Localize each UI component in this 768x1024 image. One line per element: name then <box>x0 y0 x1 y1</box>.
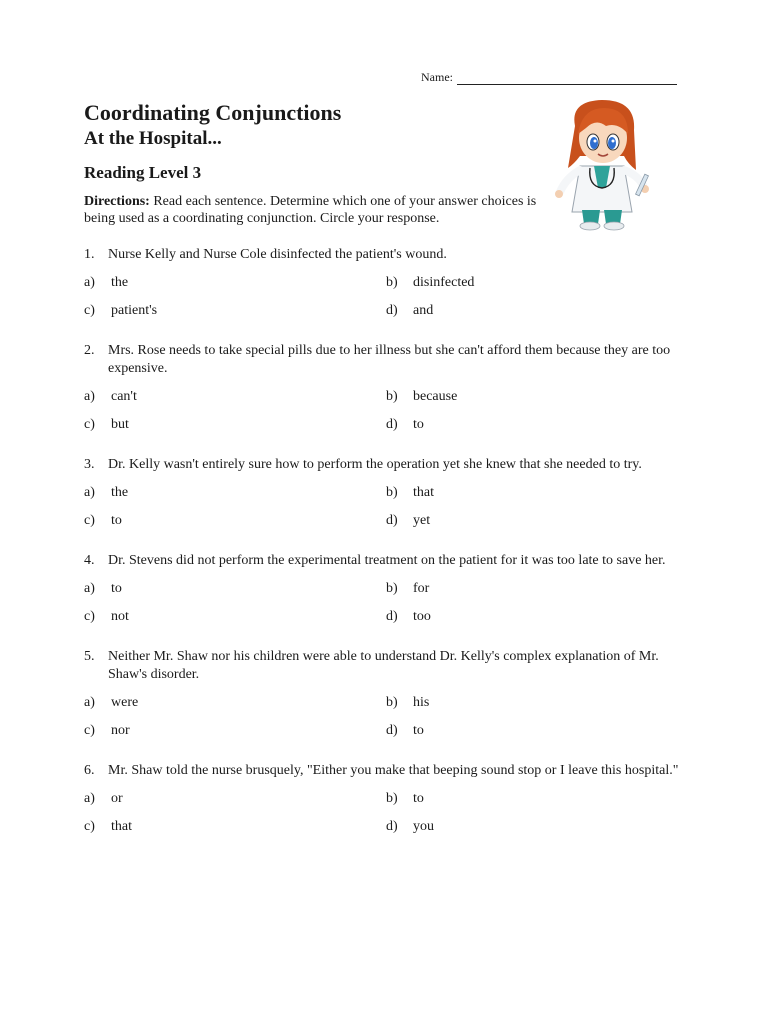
question-stem <box>84 246 684 264</box>
answer-choice[interactable] <box>386 416 684 434</box>
choice-letter: a) <box>84 389 95 404</box>
choice-letter: a) <box>84 695 95 710</box>
question-number: 6. <box>84 763 95 778</box>
answer-choice[interactable] <box>84 416 386 434</box>
choice-letter: b) <box>386 275 398 290</box>
question-stem <box>84 552 684 570</box>
question-text: Mr. Shaw told the nurse brusquely, "Either you make that beeping sound stop or I leave this hospital." <box>108 763 679 778</box>
answer-choices <box>84 790 684 836</box>
name-field-row <box>421 70 677 85</box>
answer-choices <box>84 580 684 626</box>
question-number: 5. <box>84 649 95 664</box>
choice-letter: b) <box>386 485 398 500</box>
choice-letter: c) <box>84 819 95 834</box>
answer-choice[interactable] <box>84 388 386 406</box>
question-number: 4. <box>84 553 95 568</box>
doctor-girl-cartoon-icon <box>540 96 670 231</box>
choice-value: because <box>413 389 458 404</box>
choice-letter: a) <box>84 275 95 290</box>
answer-choice[interactable] <box>386 722 684 740</box>
question-text: Dr. Kelly wasn't entirely sure how to perform the operation yet she knew that she needed to try. <box>108 457 642 472</box>
answer-choice[interactable] <box>84 818 386 836</box>
answer-choice[interactable] <box>386 580 684 598</box>
choice-value: the <box>111 275 129 290</box>
choice-letter: d) <box>386 513 398 528</box>
choice-value: yet <box>413 513 431 528</box>
answer-choice[interactable] <box>386 274 684 292</box>
choice-letter: c) <box>84 609 95 624</box>
choice-value: you <box>413 819 434 834</box>
answer-choice[interactable] <box>84 608 386 626</box>
question-2 <box>84 342 684 434</box>
question-3 <box>84 456 684 530</box>
answer-choice[interactable] <box>386 388 684 406</box>
directions <box>84 193 544 227</box>
choice-value: to <box>111 581 122 596</box>
answer-choice[interactable] <box>386 302 684 320</box>
choice-value: to <box>413 417 424 432</box>
answer-choice[interactable] <box>84 694 386 712</box>
choice-letter: d) <box>386 417 398 432</box>
answer-choices <box>84 484 684 530</box>
choice-letter: b) <box>386 695 398 710</box>
question-text: Mrs. Rose needs to take special pills due to her illness but she can't afford them because they are too expensive. <box>108 343 671 376</box>
answer-choice[interactable] <box>386 694 684 712</box>
question-text: Neither Mr. Shaw nor his children were able to understand Dr. Kelly's complex explanation of Mr. Shaw's disorder. <box>108 649 659 682</box>
choice-value: patient's <box>111 303 158 318</box>
answer-choice[interactable] <box>84 580 386 598</box>
worksheet-subtitle: At the Hospital... <box>84 128 222 149</box>
question-stem <box>84 648 684 684</box>
choice-value: but <box>111 417 129 432</box>
choice-letter: b) <box>386 791 398 806</box>
question-number: 2. <box>84 343 95 358</box>
name-blank-line <box>457 72 677 85</box>
answer-choice[interactable] <box>84 484 386 502</box>
question-stem <box>84 342 684 378</box>
choice-value: too <box>413 609 431 624</box>
choice-value: can't <box>111 389 137 404</box>
choice-letter: d) <box>386 819 398 834</box>
choice-value: to <box>413 723 424 738</box>
choice-value: to <box>111 513 122 528</box>
choice-value: that <box>413 485 434 500</box>
answer-choice[interactable] <box>386 484 684 502</box>
name-label: Name: <box>421 70 453 84</box>
answer-choice[interactable] <box>84 512 386 530</box>
choice-value: to <box>413 791 424 806</box>
choice-letter: c) <box>84 417 95 432</box>
question-5 <box>84 648 684 740</box>
choice-value: the <box>111 485 129 500</box>
choice-letter: b) <box>386 581 398 596</box>
choice-letter: a) <box>84 485 95 500</box>
answer-choices <box>84 388 684 434</box>
choice-letter: d) <box>386 609 398 624</box>
question-number: 3. <box>84 457 95 472</box>
directions-label: Directions: <box>84 194 150 209</box>
question-stem <box>84 456 684 474</box>
answer-choice[interactable] <box>84 274 386 292</box>
choice-letter: d) <box>386 723 398 738</box>
choice-letter: a) <box>84 791 95 806</box>
answer-choice[interactable] <box>386 790 684 808</box>
choice-value: and <box>413 303 434 318</box>
question-text: Dr. Stevens did not perform the experimental treatment on the patient for it was too late to save her. <box>108 553 666 568</box>
directions-text: Read each sentence. Determine which one of your answer choices is being used as a coordinating conjunction. Circle your response. <box>84 194 537 226</box>
question-text: Nurse Kelly and Nurse Cole disinfected the patient's wound. <box>108 247 447 262</box>
choice-letter: c) <box>84 723 95 738</box>
choice-letter: a) <box>84 581 95 596</box>
answer-choice[interactable] <box>386 818 684 836</box>
answer-choice[interactable] <box>386 512 684 530</box>
choice-value: or <box>111 791 123 806</box>
choice-letter: d) <box>386 303 398 318</box>
choice-value: were <box>111 695 139 710</box>
answer-choices <box>84 694 684 740</box>
choice-letter: c) <box>84 303 95 318</box>
question-1 <box>84 246 684 320</box>
question-4 <box>84 552 684 626</box>
choice-value: that <box>111 819 132 834</box>
answer-choice[interactable] <box>84 790 386 808</box>
choice-value: not <box>111 609 129 624</box>
choice-letter: c) <box>84 513 95 528</box>
answer-choice[interactable] <box>84 302 386 320</box>
answer-choice[interactable] <box>84 722 386 740</box>
choice-value: his <box>413 695 430 710</box>
answer-choices <box>84 274 684 320</box>
choice-value: nor <box>111 723 130 738</box>
question-stem <box>84 762 684 780</box>
choice-letter: b) <box>386 389 398 404</box>
choice-value: for <box>413 581 430 596</box>
choice-value: disinfected <box>413 275 475 290</box>
reading-level: Reading Level 3 <box>84 163 202 182</box>
worksheet-title: Coordinating Conjunctions <box>84 100 342 125</box>
question-list <box>84 246 684 836</box>
answer-choice[interactable] <box>386 608 684 626</box>
question-6 <box>84 762 684 836</box>
question-number: 1. <box>84 247 95 262</box>
